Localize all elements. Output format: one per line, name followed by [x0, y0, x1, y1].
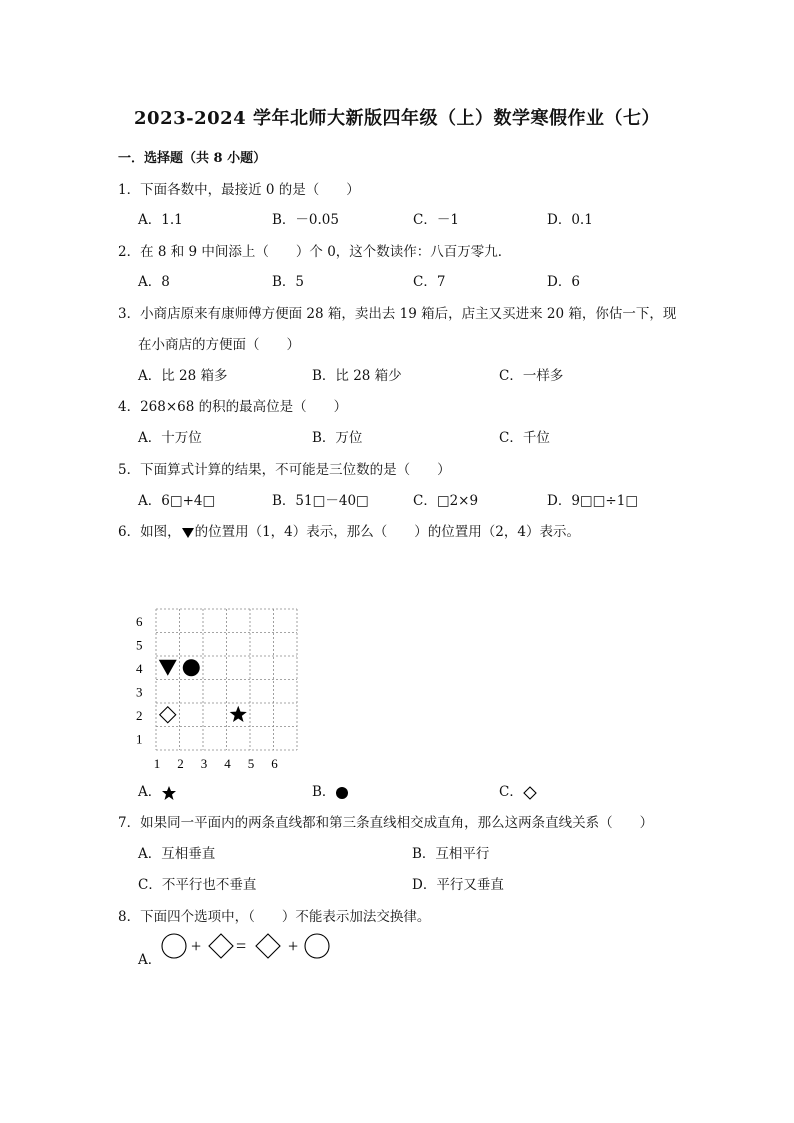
- q3-option-b: B．比 28 箱少: [312, 368, 402, 384]
- q2-option-d: D．6: [547, 274, 580, 290]
- x-tick-label: 6: [271, 756, 278, 771]
- q6-option-a: [138, 780, 177, 801]
- question-7-stem: 7．如果同一平面内的两条直线都和第三条直线相交成直角，那么这两条直线关系（ ）: [118, 815, 654, 831]
- q6-option-b: [312, 780, 349, 800]
- filled-circle-marker: [183, 659, 200, 676]
- q1-option-d: D．0.1: [547, 212, 593, 228]
- question-1-stem: 1．下面各数中，最接近 0 的是（ ）: [118, 182, 360, 198]
- q8-option-a-equation: [160, 932, 335, 962]
- q2-option-c: C．7: [413, 274, 446, 290]
- question-5-stem: 5．下面算式计算的结果，不可能是三位数的是（ ）: [118, 462, 451, 478]
- question-4-stem: 4．268×68 的积的最高位是（ ）: [118, 399, 348, 415]
- q7-option-a: A．互相垂直: [138, 846, 216, 862]
- filled-circle-icon: [335, 786, 349, 800]
- y-tick-label: 4: [136, 660, 143, 676]
- question-3-stem-line2: 在小商店的方便面（ ）: [138, 337, 300, 353]
- diamond-shape: [209, 934, 233, 958]
- y-tick-label: 1: [136, 731, 143, 747]
- q8-option-a-label: A．: [138, 952, 162, 968]
- q7-option-c: C．不平行也不垂直: [138, 877, 257, 893]
- x-tick-label: 2: [177, 756, 184, 771]
- q6-option-b-label: B．: [312, 784, 336, 800]
- hollow-diamond-icon: [523, 786, 537, 800]
- plus-sign: +: [288, 936, 299, 956]
- section-heading: 一．选择题（共 8 小题）: [118, 151, 267, 166]
- plus-sign: +: [191, 936, 202, 956]
- coordinate-grid: [130, 606, 300, 774]
- question-2-stem: 2．在 8 和 9 中间添上（ ）个 0，这个数读作：八百万零九．: [118, 244, 512, 260]
- q4-option-c: C．千位: [499, 430, 550, 446]
- q5-option-c: C．□2×9: [413, 493, 479, 509]
- x-tick-label: 4: [224, 756, 231, 771]
- triangle-down-icon: [181, 527, 195, 539]
- q7-option-d: D．平行又垂直: [412, 877, 504, 893]
- q6-option-c-label: C．: [499, 784, 523, 800]
- y-tick-label: 6: [136, 613, 143, 629]
- q1-option-a: A．1.1: [138, 212, 183, 228]
- q6-option-c: [499, 780, 537, 800]
- question-6-stem: [118, 520, 580, 540]
- q3-option-c: C．一样多: [499, 368, 564, 384]
- filled-star-marker: [230, 706, 247, 722]
- q5-option-d: D．9□□÷1□: [547, 493, 639, 509]
- q5-option-b: B．51□－40□: [272, 493, 369, 509]
- q7-option-b: B．互相平行: [412, 846, 490, 862]
- hollow-diamond-marker: [160, 707, 176, 723]
- q5-option-a: A．6□+4□: [138, 493, 216, 509]
- y-tick-label: 2: [136, 707, 143, 723]
- q2-option-b: B．5: [272, 274, 305, 290]
- q2-option-a: A．8: [138, 274, 170, 290]
- x-tick-label: 1: [153, 756, 161, 771]
- q3-option-a: A．比 28 箱多: [138, 368, 228, 384]
- x-tick-label: 3: [200, 756, 208, 771]
- q6-stem-prefix: 6．如图，: [118, 524, 181, 540]
- equals-sign: =: [236, 936, 247, 956]
- circle-shape: [305, 934, 329, 958]
- q4-option-b: B．万位: [312, 430, 363, 446]
- question-8-stem: 8．下面四个选项中，（ ）不能表示加法交换律。: [118, 909, 431, 925]
- circle-shape: [162, 934, 186, 958]
- diamond-shape: [256, 934, 280, 958]
- q1-option-b: B．－0.05: [272, 212, 339, 228]
- x-tick-label: 5: [247, 756, 255, 771]
- q6-stem-rest: 的位置用（1，4）表示，那么（ ）的位置用（2，4）表示。: [194, 524, 580, 540]
- page-title: 2023-2024 学年北师大新版四年级（上）数学寒假作业（七）: [134, 108, 660, 129]
- star-icon: [161, 785, 177, 801]
- q6-option-a-label: A．: [138, 784, 162, 800]
- y-tick-label: 3: [136, 684, 143, 700]
- triangle-down-marker: [159, 660, 177, 676]
- q1-option-c: C．－1: [413, 212, 459, 228]
- y-tick-label: 5: [136, 637, 143, 653]
- question-3-stem-line1: 3．小商店原来有康师傅方便面 28 箱，卖出去 19 箱后，店主又买进来 20 箱，你估一下，现: [118, 306, 677, 322]
- q4-option-a: A．十万位: [138, 430, 202, 446]
